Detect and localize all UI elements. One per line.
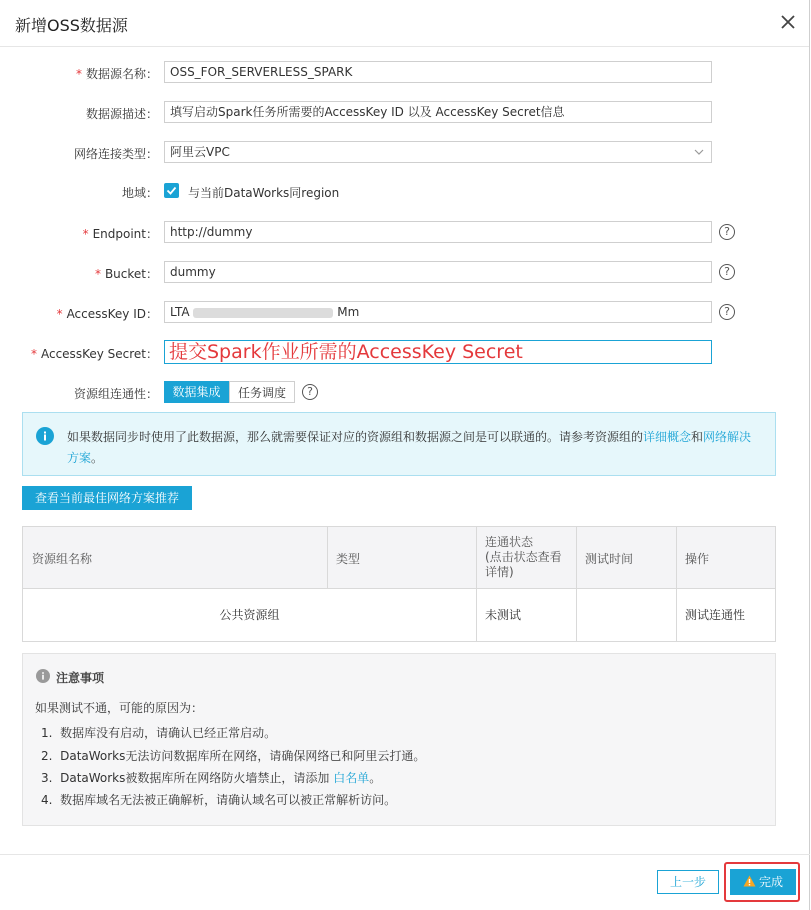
redacted-value xyxy=(193,308,333,318)
tab-task-scheduling[interactable]: 任务调度 xyxy=(229,381,295,403)
dialog-title: 新增OSS数据源 xyxy=(15,16,128,35)
region-label: 地域： xyxy=(121,186,158,200)
info-icon xyxy=(36,669,50,683)
accesskey-secret-annotation: 提交Spark作业所需的AccessKey Secret xyxy=(169,341,523,363)
desc-label: 数据源描述： xyxy=(85,107,158,121)
accesskey-secret-label: * AccessKey Secret： xyxy=(30,347,158,361)
bucket-help-icon[interactable]: ? xyxy=(719,264,735,280)
chevron-down-icon xyxy=(694,148,704,156)
info-icon xyxy=(36,427,54,445)
close-icon[interactable] xyxy=(777,11,799,33)
table-cell-time xyxy=(577,589,677,641)
table-header-group: 资源组名称 xyxy=(23,527,328,589)
network-solution-link[interactable]: 网络解决方案 xyxy=(67,430,752,465)
resource-group-table xyxy=(22,526,776,642)
notes-title: 注意事项 xyxy=(56,671,105,685)
notes-panel xyxy=(22,653,776,826)
notes-intro: 如果测试不通，可能的原因为： xyxy=(35,701,204,715)
table-header-action: 操作 xyxy=(677,527,775,589)
datasource-name-input[interactable]: OSS_FOR_SERVERLESS_SPARK xyxy=(164,61,712,83)
bucket-label: * Bucket： xyxy=(94,267,158,281)
table-header-status: 连通状态 (点击状态查看 详情) xyxy=(477,527,577,589)
network-info-box xyxy=(22,412,776,476)
network-type-select[interactable]: 阿里云VPC xyxy=(164,141,712,163)
tab-data-integration[interactable]: 数据集成 xyxy=(164,381,229,403)
endpoint-help-icon[interactable]: ? xyxy=(719,224,735,240)
whitelist-link[interactable]: 白名单 xyxy=(333,771,370,785)
check-icon xyxy=(164,183,179,198)
list-item: 4. 数据库域名无法被正确解析，请确认域名可以被正常解析访问。 xyxy=(41,793,397,807)
table-cell-group: 公共资源组 xyxy=(23,589,477,641)
table-header-type: 类型 xyxy=(328,527,477,589)
connectivity-help-icon[interactable]: ? xyxy=(302,384,318,400)
datasource-desc-input[interactable]: 填写启动Spark任务所需要的AccessKey ID 以及 AccessKey Secret信息 xyxy=(164,101,712,123)
dialog-header xyxy=(0,0,809,47)
highlight-outline xyxy=(724,862,800,902)
table-cell-status: 未测试 xyxy=(477,589,577,641)
table-header-time: 测试时间 xyxy=(577,527,677,589)
endpoint-label: * Endpoint： xyxy=(82,227,158,241)
endpoint-input[interactable]: http://dummy xyxy=(164,221,712,243)
same-region-label: 与当前DataWorks同region xyxy=(188,186,340,200)
accesskey-id-input[interactable]: LTA Mm xyxy=(164,301,712,323)
previous-step-button[interactable]: 上一步 xyxy=(657,870,719,894)
detail-concept-link[interactable]: 详细概念 xyxy=(643,430,692,444)
test-connectivity-link[interactable]: 测试连通性 xyxy=(685,608,746,622)
connectivity-label: 资源组连通性： xyxy=(73,387,158,401)
recommend-network-button[interactable]: 查看当前最佳网络方案推荐 xyxy=(22,486,192,510)
network-label: 网络连接类型： xyxy=(73,147,158,161)
list-item: 2. DataWorks无法访问数据库所在网络，请确保网络已和阿里云打通。 xyxy=(41,749,426,763)
list-item: 3. DataWorks被数据库所在网络防火墙禁止，请添加 白名单。 xyxy=(41,771,382,785)
name-label: * 数据源名称： xyxy=(75,67,158,81)
accesskey-id-label: * AccessKey ID： xyxy=(56,307,158,321)
same-region-checkbox[interactable] xyxy=(164,183,179,198)
done-button[interactable]: 完成 xyxy=(730,869,796,895)
bucket-input[interactable]: dummy xyxy=(164,261,712,283)
list-item: 1. 数据库没有启动，请确认已经正常启动。 xyxy=(41,726,277,740)
accesskey-id-help-icon[interactable]: ? xyxy=(719,304,735,320)
info-text: 如果数据同步时使用了此数据源，那么就需要保证对应的资源组和数据源之间是可以联通的。请参考资源组的详细概念和网络解决方案。 xyxy=(67,430,752,465)
dialog-footer-divider xyxy=(0,854,810,855)
